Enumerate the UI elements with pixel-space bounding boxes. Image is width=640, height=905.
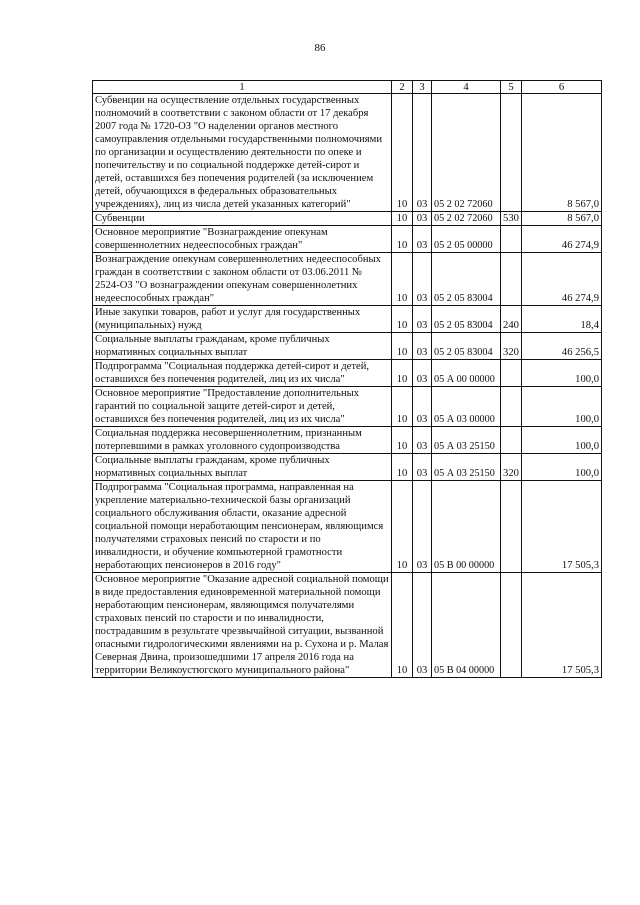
section-code-cell: 10 bbox=[392, 94, 413, 212]
amount-cell: 8 567,0 bbox=[522, 94, 602, 212]
section-code-cell: 10 bbox=[392, 454, 413, 481]
amount-cell: 100,0 bbox=[522, 387, 602, 427]
page-number: 86 bbox=[314, 42, 326, 54]
expense-type-cell: 320 bbox=[501, 333, 522, 360]
target-article-cell: 05 2 05 00000 bbox=[432, 226, 501, 253]
subsection-code-cell: 03 bbox=[413, 226, 432, 253]
section-code-cell: 10 bbox=[392, 306, 413, 333]
row-name-cell: Подпрограмма "Социальная программа, направленная на укрепление материально-технической базы организаций социального обслуживания области, оказание адресной социальной помощи неработающим пенсионерам, являющимся получателями страховых пенсий по старости и по инвалидности, и обучение компьютерной грамотности неработающих пенсионеров в 2016 году" bbox=[93, 481, 392, 573]
section-code-cell: 10 bbox=[392, 360, 413, 387]
row-name-cell: Иные закупки товаров, работ и услуг для государственных (муниципальных) нужд bbox=[93, 306, 392, 333]
expense-type-cell bbox=[501, 387, 522, 427]
expense-type-cell bbox=[501, 94, 522, 212]
target-article-cell: 05 А 03 25150 bbox=[432, 454, 501, 481]
section-code-cell: 10 bbox=[392, 481, 413, 573]
expense-type-cell bbox=[501, 573, 522, 678]
row-name-cell: Основное мероприятие "Предоставление дополнительных гарантий по социальной защите детей-сирот и детей, оставшихся без попечения родителей, лиц из их числа" bbox=[93, 387, 392, 427]
table-row bbox=[93, 481, 602, 573]
subsection-code-cell: 03 bbox=[413, 212, 432, 226]
amount-cell: 17 505,3 bbox=[522, 481, 602, 573]
section-code-cell: 10 bbox=[392, 427, 413, 454]
table-row bbox=[93, 306, 602, 333]
table-row bbox=[93, 573, 602, 678]
row-name-cell: Социальная поддержка несовершеннолетним, признанным потерпевшими в рамках уголовного судопроизводства bbox=[93, 427, 392, 454]
column-header: 1 bbox=[93, 81, 392, 94]
column-header: 4 bbox=[432, 81, 501, 94]
table-row bbox=[93, 94, 602, 212]
amount-cell: 8 567,0 bbox=[522, 212, 602, 226]
target-article-cell: 05 А 03 25150 bbox=[432, 427, 501, 454]
target-article-cell: 05 2 05 83004 bbox=[432, 333, 501, 360]
amount-cell: 100,0 bbox=[522, 427, 602, 454]
section-code-cell: 10 bbox=[392, 253, 413, 306]
subsection-code-cell: 03 bbox=[413, 94, 432, 212]
amount-cell: 18,4 bbox=[522, 306, 602, 333]
budget-table bbox=[92, 80, 602, 678]
table-row bbox=[93, 253, 602, 306]
table-row bbox=[93, 212, 602, 226]
row-name-cell: Подпрограмма "Социальная поддержка детей-сирот и детей, оставшихся без попечения родителей, лиц из их числа" bbox=[93, 360, 392, 387]
table-row bbox=[93, 360, 602, 387]
target-article-cell: 05 2 05 83004 bbox=[432, 253, 501, 306]
expense-type-cell bbox=[501, 481, 522, 573]
subsection-code-cell: 03 bbox=[413, 573, 432, 678]
subsection-code-cell: 03 bbox=[413, 454, 432, 481]
section-code-cell: 10 bbox=[392, 387, 413, 427]
target-article-cell: 05 2 05 83004 bbox=[432, 306, 501, 333]
section-code-cell: 10 bbox=[392, 333, 413, 360]
amount-cell: 46 274,9 bbox=[522, 226, 602, 253]
amount-cell: 46 274,9 bbox=[522, 253, 602, 306]
table-row bbox=[93, 427, 602, 454]
row-name-cell: Основное мероприятие "Вознаграждение опекунам совершеннолетних недееспособных граждан" bbox=[93, 226, 392, 253]
subsection-code-cell: 03 bbox=[413, 481, 432, 573]
row-name-cell: Социальные выплаты гражданам, кроме публичных нормативных социальных выплат bbox=[93, 333, 392, 360]
subsection-code-cell: 03 bbox=[413, 333, 432, 360]
subsection-code-cell: 03 bbox=[413, 306, 432, 333]
expense-type-cell bbox=[501, 226, 522, 253]
header-row bbox=[93, 81, 602, 94]
subsection-code-cell: 03 bbox=[413, 360, 432, 387]
target-article-cell: 05 А 03 00000 bbox=[432, 387, 501, 427]
row-name-cell: Субвенции на осуществление отдельных государственных полномочий в соответствии с законом области от 17 декабря 2007 года № 1720-ОЗ "О наделении органов местного самоуправления отдельными государственными полномочиями по организации и осуществлению деятельности по опеке и попечительству и по социальной поддержке детей-сирот и детей, оставшихся без попечения родителей (за исключением детей, обучающихся в федеральных образовательных учреждениях), лиц из числа детей указанных категорий" bbox=[93, 94, 392, 212]
row-name-cell: Основное мероприятие "Оказание адресной социальной помощи в виде предоставления единовременной материальной помощи неработающим пенсионерам, являющимся получателями страховых пенсий по старости и по инвалидности, пострадавшим в результате чрезвычайной ситуации, вызванной опасными гидрологическими явлениями на р. Сухона и р. Малая Северная Двина, произошедшими 17 апреля 2016 года на территории Великоустюгского муниципального района" bbox=[93, 573, 392, 678]
expense-type-cell bbox=[501, 427, 522, 454]
table-row bbox=[93, 454, 602, 481]
amount-cell: 46 256,5 bbox=[522, 333, 602, 360]
target-article-cell: 05 2 02 72060 bbox=[432, 94, 501, 212]
amount-cell: 100,0 bbox=[522, 360, 602, 387]
table-row bbox=[93, 333, 602, 360]
amount-cell: 17 505,3 bbox=[522, 573, 602, 678]
subsection-code-cell: 03 bbox=[413, 253, 432, 306]
expense-type-cell: 320 bbox=[501, 454, 522, 481]
column-header: 6 bbox=[522, 81, 602, 94]
amount-cell: 100,0 bbox=[522, 454, 602, 481]
table-row bbox=[93, 226, 602, 253]
expense-type-cell: 240 bbox=[501, 306, 522, 333]
subsection-code-cell: 03 bbox=[413, 427, 432, 454]
target-article-cell: 05 А 00 00000 bbox=[432, 360, 501, 387]
column-header: 3 bbox=[413, 81, 432, 94]
expense-type-cell bbox=[501, 360, 522, 387]
expense-type-cell: 530 bbox=[501, 212, 522, 226]
expense-type-cell bbox=[501, 253, 522, 306]
target-article-cell: 05 В 00 00000 bbox=[432, 481, 501, 573]
target-article-cell: 05 В 04 00000 bbox=[432, 573, 501, 678]
column-header: 5 bbox=[501, 81, 522, 94]
table-row bbox=[93, 387, 602, 427]
row-name-cell: Социальные выплаты гражданам, кроме публичных нормативных социальных выплат bbox=[93, 454, 392, 481]
row-name-cell: Субвенции bbox=[93, 212, 392, 226]
row-name-cell: Вознаграждение опекунам совершеннолетних недееспособных граждан в соответствии с законом области от 03.06.2011 № 2524-ОЗ "О вознаграждении опекунам совершеннолетних недееспособных граждан" bbox=[93, 253, 392, 306]
section-code-cell: 10 bbox=[392, 212, 413, 226]
column-header: 2 bbox=[392, 81, 413, 94]
target-article-cell: 05 2 02 72060 bbox=[432, 212, 501, 226]
section-code-cell: 10 bbox=[392, 573, 413, 678]
section-code-cell: 10 bbox=[392, 226, 413, 253]
subsection-code-cell: 03 bbox=[413, 387, 432, 427]
